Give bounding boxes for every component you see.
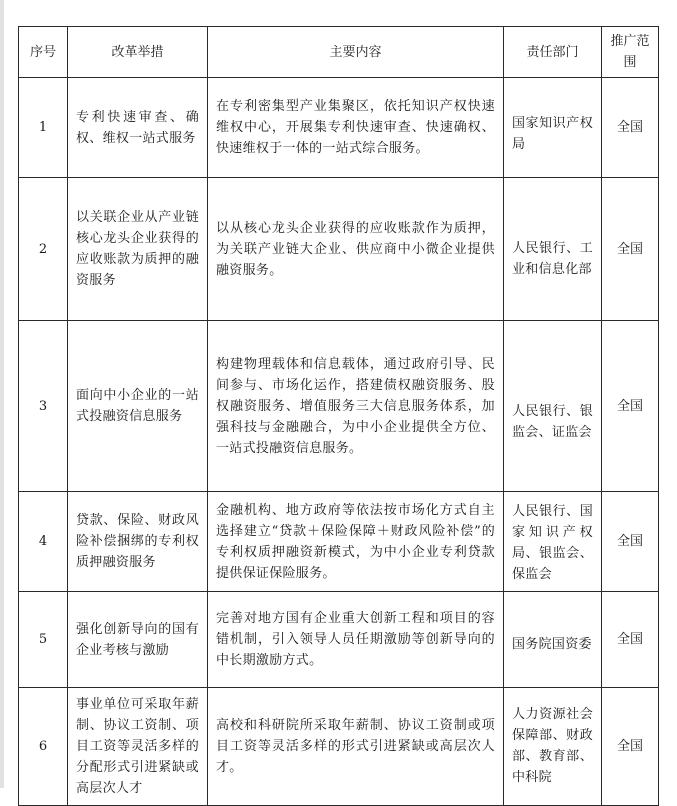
cell-main-content: 构建物理载体和信息载体，通过政府引导、民间参与、市场化运作，搭建债权融资服务、股权融资服务、增值服务三大信息服务体系，加强科技与金融融合，为中小企业提供全方位、一站式投融资信息服务。 (208, 321, 504, 492)
page-edge-shadow (0, 0, 4, 788)
cell-responsible-dept: 人民银行、国家知识产权局、银监会、保监会 (504, 492, 602, 592)
cell-main-content: 完善对地方国有企业重大创新工程和项目的容错机制，引入领导人员任期激励等创新导向的中长期激励方式。 (208, 592, 504, 688)
table-row (19, 592, 659, 688)
cell-serial-number: 3 (19, 321, 68, 492)
cell-promotion-scope: 全国 (602, 688, 659, 806)
cell-responsible-dept: 国家知识产权局 (504, 78, 602, 178)
header-responsible-dept: 责任部门 (504, 27, 602, 78)
cell-serial-number: 1 (19, 78, 68, 178)
reform-measures-table (18, 26, 659, 806)
cell-reform-measure: 面向中小企业的一站式投融资信息服务 (68, 321, 208, 492)
cell-responsible-dept: 人力资源社会保障部、财政部、教育部、中科院 (504, 688, 602, 806)
cell-serial-number: 2 (19, 178, 68, 321)
cell-serial-number: 5 (19, 592, 68, 688)
cell-promotion-scope: 全国 (602, 178, 659, 321)
cell-main-content: 高校和科研院所采取年薪制、协议工资制或项目工资等灵活多样的形式引进紧缺或高层次人才。 (208, 688, 504, 806)
cell-responsible-dept: 国务院国资委 (504, 592, 602, 688)
cell-reform-measure: 事业单位可采取年薪制、协议工资制、项目工资等灵活多样的分配形式引进紧缺或高层次人才 (68, 688, 208, 806)
table-header-row (19, 27, 659, 78)
cell-serial-number: 4 (19, 492, 68, 592)
cell-reform-measure: 贷款、保险、财政风险补偿捆绑的专利权质押融资服务 (68, 492, 208, 592)
header-reform-measure: 改革举措 (68, 27, 208, 78)
table-row (19, 78, 659, 178)
cell-serial-number: 6 (19, 688, 68, 806)
cell-reform-measure: 强化创新导向的国有企业考核与激励 (68, 592, 208, 688)
cell-reform-measure: 专利快速审查、确权、维权一站式服务 (68, 78, 208, 178)
table-row (19, 492, 659, 592)
cell-main-content: 以从核心龙头企业获得的应收账款作为质押，为关联产业链大企业、供应商中小微企业提供融资服务。 (208, 178, 504, 321)
header-main-content: 主要内容 (208, 27, 504, 78)
table-row (19, 321, 659, 492)
table-row (19, 178, 659, 321)
cell-responsible-dept: 人民银行、银监会、证监会 (504, 321, 602, 492)
cell-promotion-scope: 全国 (602, 492, 659, 592)
cell-promotion-scope: 全国 (602, 592, 659, 688)
cell-responsible-dept: 人民银行、工业和信息化部 (504, 178, 602, 321)
cell-promotion-scope: 全国 (602, 321, 659, 492)
cell-main-content: 金融机构、地方政府等依法按市场化方式自主选择建立“贷款＋保险保障＋财政风险补偿”的专利权质押融资新模式，为中小企业专利贷款提供保证保险服务。 (208, 492, 504, 592)
header-promotion-scope: 推广范围 (602, 27, 659, 78)
cell-promotion-scope: 全国 (602, 78, 659, 178)
cell-main-content: 在专利密集型产业集聚区，依托知识产权快速维权中心，开展集专利快速审查、快速确权、快速维权于一体的一站式综合服务。 (208, 78, 504, 178)
cell-reform-measure: 以关联企业从产业链核心龙头企业获得的应收账款为质押的融资服务 (68, 178, 208, 321)
header-serial-number: 序号 (19, 27, 68, 78)
